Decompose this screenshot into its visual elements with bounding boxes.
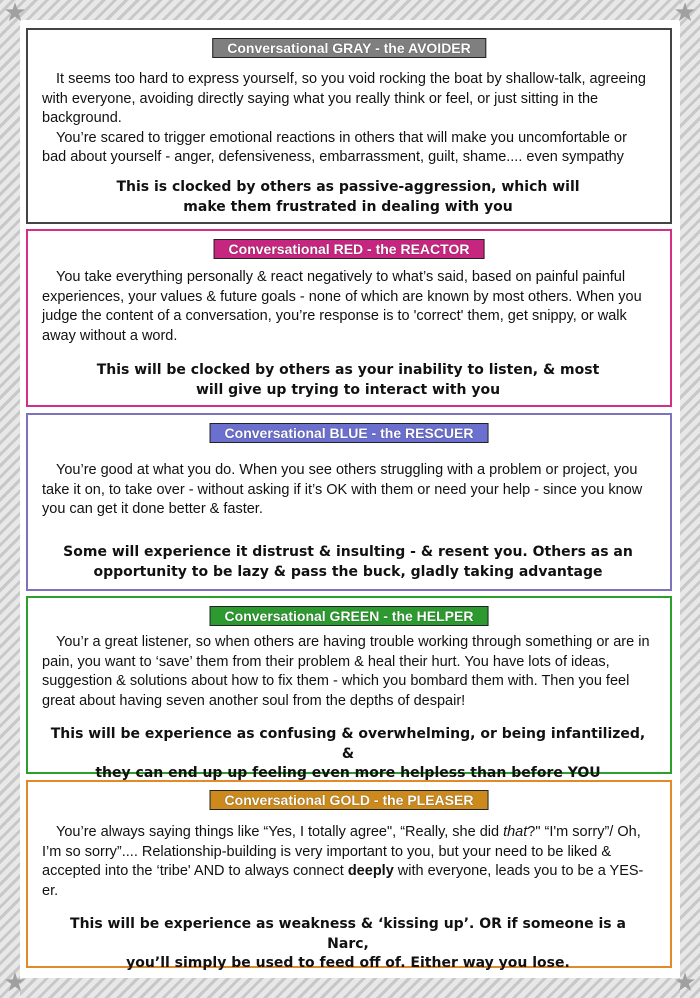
conclusion-line: will give up trying to interact with you (195, 381, 501, 398)
section-badge: Conversational BLUE - the RESCUER (210, 423, 489, 443)
section-green-helper (26, 596, 672, 781)
frame-left-border (0, 0, 20, 998)
conclusion-line: make them frustrated in dealing with you (183, 198, 513, 215)
conclusion-line: This will be experience as confusing & overwhelming, or being infantilized, & (50, 726, 646, 762)
section-badge: Conversational GREEN - the HELPER (210, 606, 489, 626)
section-conclusion (48, 178, 648, 217)
section-conclusion (48, 361, 648, 400)
frame-right-border (680, 0, 700, 998)
conclusion-line: This is clocked by others as passive-aggression, which will (116, 179, 580, 195)
section-conclusion (48, 725, 648, 784)
paragraph: You’re good at what you do. When you see others struggling with a problem or project, you take it on, to take over - without asking if it’s OK with them or need your help - since you know you can get it done better & faster. (42, 462, 643, 517)
star-icon: ★ (673, 968, 697, 998)
section-gold-pleaser (26, 780, 672, 971)
text-run: ?" “I'm sorry”/ Oh, I’m so sorry”.... Relationship-building is very important to you, but your need to be liked & accepted into the ‘tribe' AND to always connect (42, 824, 641, 879)
section-description (42, 268, 652, 346)
conclusion-line: they can end up up feeling even more helpless than before YOU (95, 765, 601, 781)
star-icon: ★ (3, 968, 27, 998)
section-description (42, 461, 652, 520)
section-description (42, 70, 652, 168)
paragraph: It seems too hard to express yourself, so you void rocking the boat by shallow-talk, agreeing with everyone, avoiding directly saying what you really think or feel, or just sitting in the background. (42, 71, 646, 126)
conclusion-line: opportunity to be lazy & pass the buck, gladly taking advantage (93, 563, 603, 580)
conclusion-line: This will be clocked by others as your inability to listen, & most (96, 362, 600, 378)
paragraph (42, 823, 652, 901)
emphasis-text: that (503, 824, 528, 840)
star-icon: ★ (673, 0, 697, 28)
section-description (42, 633, 652, 711)
star-icon: ★ (3, 0, 27, 28)
paragraph: You’re scared to trigger emotional reactions in others that will make you uncomfortable or bad about yourself - anger, defensiveness, embarrassment, guilt, shame.... even sympathy (42, 129, 627, 165)
text-run: You’re always saying things like “Yes, I totally agree", “Really, she did (56, 824, 504, 840)
text-run: with everyone, leads you to be a YES-er. (42, 863, 644, 899)
section-description (42, 823, 652, 901)
conclusion-line: This will be experience as weakness & ‘kissing up’. OR if someone is a Narc, (70, 916, 626, 952)
paragraph: You take everything personally & react negatively to what’s said, based on painful painful experiences, your values & future goals - none of which are known by most others. When you judge the content of a conversation, you’re response is to 'correct' them, get snippy, or walk away without a word. (42, 269, 642, 344)
conclusion-line: you’ll simply be used to feed off of. Either way you lose. (126, 955, 570, 971)
section-badge: Conversational RED - the REACTOR (214, 239, 485, 259)
section-conclusion (48, 915, 648, 974)
section-conclusion (48, 543, 648, 582)
bold-text: deeply (347, 863, 394, 879)
section-gray-avoider (26, 28, 672, 224)
frame-top-border (0, 0, 700, 20)
conclusion-line: Some will experience it distrust & insulting - & resent you. Others as an (63, 544, 633, 560)
section-red-reactor (26, 229, 672, 407)
section-badge: Conversational GOLD - the PLEASER (210, 790, 489, 810)
frame-bottom-border (0, 978, 700, 998)
section-badge: Conversational GRAY - the AVOIDER (212, 38, 486, 58)
section-blue-rescuer (26, 413, 672, 591)
paragraph: You’r a great listener, so when others are having trouble working through something or are in pain, you want to ‘save’ them from their problem & heal their hurt. You have lots of ideas, suggestion & solutions about how to fix them - which you bombard them with. Then you feel great about having seven another soul from the depths of despair! (42, 634, 650, 709)
